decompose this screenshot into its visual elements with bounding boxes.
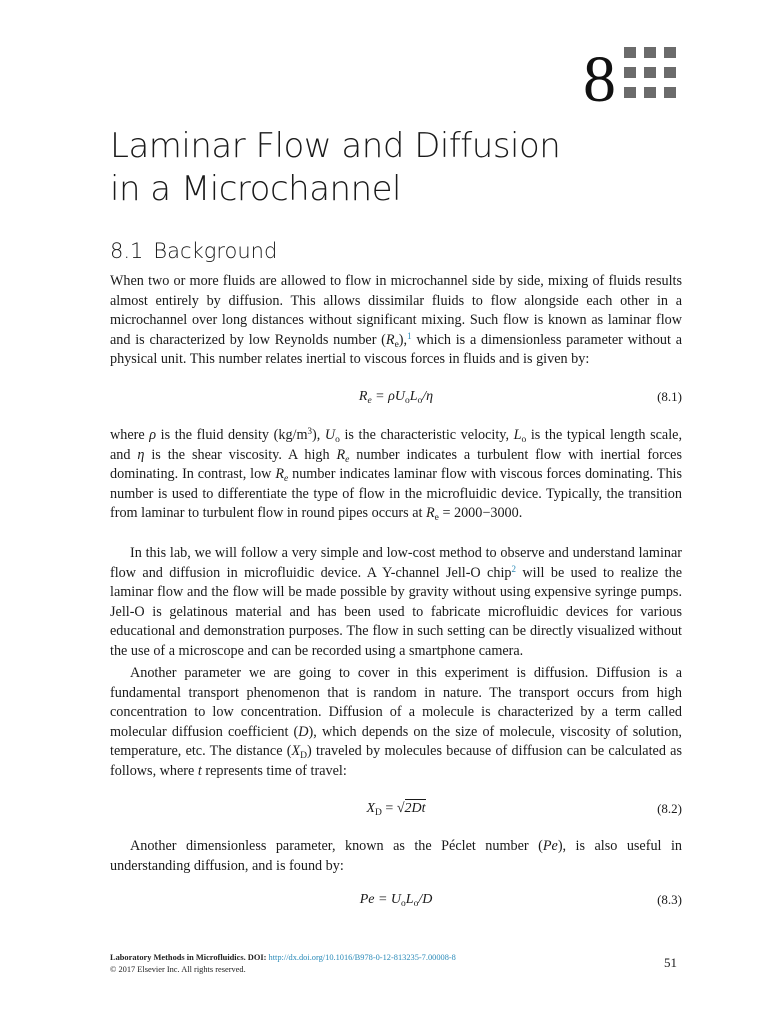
- math-symbol: Pe: [542, 838, 558, 854]
- chapter-number: 8: [583, 43, 616, 116]
- text: ), which depends on the size of molecule, viscosity of solution, temperature, etc. The distance (: [110, 723, 682, 760]
- math-symbol: R: [385, 331, 395, 348]
- math-symbol: Pe: [359, 892, 375, 907]
- math-symbol: R: [336, 446, 346, 463]
- text: number indicates a turbulent flow with inertial forces dominating. In contrast, low: [110, 446, 682, 483]
- sqrt-icon: √: [396, 801, 405, 816]
- chapter-title: [110, 125, 670, 211]
- page-number: 51: [664, 955, 677, 970]
- equation-8-3: [110, 892, 682, 912]
- math-symbol: /η: [422, 389, 434, 404]
- math-subscript: e: [434, 513, 439, 524]
- math-subscript: e: [367, 396, 372, 406]
- math-symbol: L: [405, 892, 414, 907]
- math-operator: =: [381, 801, 397, 816]
- footnote-ref-link[interactable]: 1: [407, 330, 412, 341]
- book-title: Laboratory Methods in Microfluidics.: [110, 953, 246, 962]
- math-symbol: X: [291, 743, 301, 760]
- equation-8-1: [110, 389, 682, 409]
- text: number indicates laminar flow with viscous forces dominating. This number is used to differentiate the type of flow in the microfluidic device. Typically, the transition from laminar to turbulent flow in round pipes occurs at: [110, 466, 682, 522]
- math-symbol: t: [197, 762, 202, 779]
- math-subscript: o: [413, 899, 419, 909]
- equation-expression: [110, 389, 682, 405]
- text: will be used to realize the laminar flow and the flow will be made possible by gravity without using expensive syringe pumps. Jell-O is gelatinous material and has been used to fabricate microfluidic devices for various educational and demonstration purposes. The flow in such setting can be directly visualized without the use of a microscope and can be recorded using a smartphone camera.: [110, 564, 682, 659]
- math-subscript: D: [375, 808, 382, 818]
- math-subscript: o: [404, 396, 410, 406]
- math-subscript: o: [335, 435, 340, 445]
- math-subscript: e: [284, 474, 289, 485]
- text: In this lab, we will follow a very simple and low-cost method to observe and understand laminar flow and diffusion in microfluidic device. A Y-channel Jell-O chip: [110, 545, 682, 581]
- math-symbol: ρ: [149, 427, 157, 443]
- text: When two or more fluids are allowed to flow in microchannel side by side, mixing of fluids results almost entirely by diffusion. This allows dissimilar fluids to flow alongside each other in a microchannel over long distances without significant mixing. Such flow is known as laminar flow and is characterized by low Reynolds number (: [110, 273, 682, 348]
- text: is the characteristic velocity,: [339, 427, 514, 443]
- footnote-ref-link[interactable]: 2: [511, 563, 516, 574]
- text: is the shear viscosity. A high: [144, 446, 337, 463]
- text: ) traveled by molecules because of diffusion can be calculated as follows, where: [110, 743, 683, 779]
- equation-expression: [110, 892, 682, 908]
- paragraph-3: [110, 544, 682, 662]
- math-symbol: = U: [374, 892, 402, 907]
- math-symbol: L: [513, 427, 522, 443]
- text: is the typical length scale, and: [110, 427, 682, 463]
- section-number: 8.1: [110, 239, 144, 263]
- equation-number: (8.2): [657, 801, 682, 816]
- footer-citation: [110, 952, 456, 976]
- math-symbol: D: [298, 723, 309, 740]
- math-subscript: D: [300, 751, 308, 762]
- copyright: © 2017 Elsevier Inc. All rights reserved.: [110, 965, 246, 974]
- equation-8-2: [110, 801, 682, 821]
- math-symbol: U: [324, 427, 336, 443]
- text: is the fluid density (kg/m: [156, 427, 308, 443]
- math-radicand: 2Dt: [404, 801, 426, 816]
- text: Another parameter we are going to cover in this experiment is diffusion. Diffusion is a fundamental transport phenomenon that is random in nature. The transport occurs from high concentration to low concentration. Diffusion of a molecule is characterized by a term called molecular diffusion coefficient (: [110, 665, 682, 740]
- doi-label: DOI:: [245, 953, 269, 962]
- math-subscript: o: [417, 396, 423, 406]
- text: represents time of travel:: [201, 762, 347, 779]
- math-symbol: η: [137, 446, 145, 463]
- paragraph-1: [110, 272, 682, 370]
- paragraph-4: [110, 664, 682, 782]
- text: where: [110, 427, 150, 443]
- math-symbol: /D: [418, 892, 433, 907]
- chapter-title-line-1: Laminar Flow and Diffusion: [110, 126, 561, 166]
- section-heading: [110, 236, 277, 266]
- chapter-title-line-2: in a Microchannel: [110, 169, 401, 209]
- math-symbol: L: [409, 389, 418, 404]
- math-subscript: e: [394, 339, 399, 350]
- section-title: Background: [153, 239, 278, 263]
- equation-number: (8.1): [657, 389, 682, 404]
- text: ),: [312, 427, 325, 443]
- paragraph-5: [110, 837, 682, 876]
- math-subscript: o: [521, 435, 527, 445]
- math-symbol: R: [358, 389, 368, 404]
- text: which is a dimensionless parameter without a physical unit. This number relates inertial to viscous forces in fluids and is given by:: [110, 331, 682, 368]
- text: ),: [398, 331, 408, 348]
- equation-number: (8.3): [657, 892, 682, 907]
- math-superscript: 3: [307, 426, 313, 436]
- doi-link[interactable]: http://dx.doi.org/10.1016/B978-0-12-813235-7.00008-8: [268, 953, 456, 962]
- text: = 2000−3000.: [438, 505, 523, 522]
- math-subscript: e: [345, 454, 350, 465]
- math-symbol: R: [426, 505, 435, 522]
- equation-expression: [110, 801, 682, 817]
- math-symbol: X: [366, 801, 376, 816]
- math-subscript: o: [401, 899, 406, 909]
- math-symbol: = ρU: [371, 389, 405, 404]
- text: ), is also useful in understanding diffusion, and is found by:: [110, 838, 682, 874]
- math-symbol: R: [275, 466, 284, 483]
- chapter-decoration-icon: [624, 47, 682, 105]
- text: Another dimensionless parameter, known as the Péclet number (: [130, 838, 543, 854]
- paragraph-2: [110, 426, 682, 524]
